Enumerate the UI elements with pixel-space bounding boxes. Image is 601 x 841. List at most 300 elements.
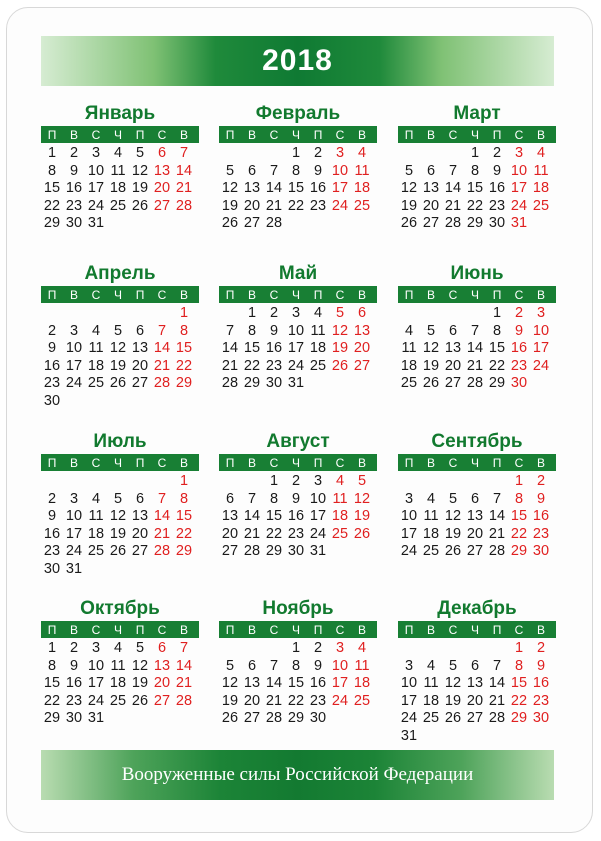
day-cell: 4: [113, 640, 123, 656]
day-cell: 24: [65, 375, 83, 392]
day-cell: 15: [466, 180, 484, 197]
empty-cell: [398, 640, 420, 658]
day-cell: 8: [492, 322, 502, 339]
day-cell: 9: [313, 162, 323, 179]
weekday-label: В: [426, 455, 435, 470]
day-cell: 22: [175, 525, 193, 542]
day-cell: 8: [179, 490, 189, 507]
day-cell: 11: [310, 322, 326, 339]
weekday-label: П: [135, 287, 145, 302]
year-title: 2018: [262, 44, 333, 77]
weekday-label: П: [313, 455, 323, 470]
day-cell: 21: [466, 357, 484, 374]
weekday-label: С: [91, 287, 101, 302]
day-cell: 10: [309, 490, 327, 507]
days-grid: [219, 305, 377, 393]
day-cell: 20: [466, 692, 484, 709]
weekday-label: П: [47, 287, 57, 302]
day-cell: 20: [153, 675, 171, 692]
day-cell: 6: [135, 322, 145, 339]
weekday-label: П: [404, 287, 414, 302]
day-cell: 26: [109, 543, 127, 560]
empty-cell: [263, 640, 285, 658]
day-cell: 15: [265, 508, 283, 525]
empty-cell: [241, 640, 263, 658]
day-cell: 3: [536, 305, 546, 321]
day-cell: 31: [87, 710, 105, 727]
day-cell: 18: [353, 180, 371, 197]
day-cell: 17: [65, 357, 83, 374]
day-cell: 11: [423, 675, 439, 692]
weekday-label: В: [247, 287, 256, 302]
day-cell: 5: [448, 657, 458, 674]
day-cell: 31: [287, 375, 305, 392]
day-cell: 3: [335, 640, 345, 656]
weekday-label: В: [536, 127, 545, 142]
day-cell: 17: [400, 525, 418, 542]
day-cell: 1: [179, 305, 189, 321]
day-cell: 1: [291, 145, 301, 161]
day-cell: 30: [43, 392, 61, 409]
weekday-label: С: [269, 622, 279, 637]
weekday-label: Ч: [114, 455, 122, 470]
month-title: Июнь: [450, 263, 504, 284]
day-cell: 19: [400, 197, 418, 214]
day-cell: 16: [265, 340, 283, 357]
day-cell: 19: [109, 357, 127, 374]
day-cell: 15: [287, 180, 305, 197]
day-cell: 11: [110, 162, 126, 179]
day-cell: 29: [43, 215, 61, 232]
day-cell: 28: [466, 375, 484, 392]
day-cell: 14: [265, 180, 283, 197]
day-cell: 13: [131, 340, 149, 357]
day-cell: 6: [357, 305, 367, 321]
day-cell: 9: [69, 162, 79, 179]
day-cell: 16: [43, 525, 61, 542]
day-cell: 18: [87, 525, 105, 542]
weekday-label: В: [357, 287, 366, 302]
day-cell: 25: [532, 197, 550, 214]
day-cell: 23: [65, 692, 83, 709]
day-cell: 23: [287, 525, 305, 542]
day-cell: 31: [65, 560, 83, 577]
weekday-label: В: [247, 127, 256, 142]
day-cell: 26: [422, 375, 440, 392]
weekday-label: Ч: [114, 287, 122, 302]
weekday-label: С: [514, 287, 524, 302]
weekday-label: С: [269, 127, 279, 142]
day-cell: 12: [109, 340, 127, 357]
day-cell: 6: [470, 657, 480, 674]
day-cell: 28: [221, 375, 239, 392]
day-cell: 16: [309, 675, 327, 692]
day-cell: 30: [65, 710, 83, 727]
empty-cell: [63, 473, 85, 491]
day-cell: 9: [492, 162, 502, 179]
day-cell: 22: [243, 357, 261, 374]
day-cell: 22: [510, 692, 528, 709]
day-cell: 13: [221, 508, 239, 525]
weekday-header: [219, 126, 377, 143]
day-cell: 5: [426, 322, 436, 339]
day-cell: 21: [175, 675, 193, 692]
day-cell: 4: [91, 490, 101, 507]
empty-cell: [420, 145, 442, 163]
day-cell: 3: [91, 145, 101, 161]
day-cell: 2: [536, 640, 546, 656]
weekday-label: П: [404, 622, 414, 637]
day-cell: 12: [444, 508, 462, 525]
day-cell: 24: [510, 197, 528, 214]
empty-cell: [464, 640, 486, 658]
day-cell: 19: [353, 508, 371, 525]
day-cell: 25: [422, 543, 440, 560]
day-cell: 30: [510, 375, 528, 392]
month-title: Январь: [84, 103, 156, 124]
day-cell: 7: [269, 657, 279, 674]
days-grid: [398, 473, 556, 561]
day-cell: 13: [422, 180, 440, 197]
empty-cell: [398, 145, 420, 163]
day-cell: 12: [131, 657, 149, 674]
weekday-label: Ч: [292, 622, 300, 637]
day-cell: 23: [488, 197, 506, 214]
day-cell: 25: [353, 197, 371, 214]
day-cell: 19: [331, 340, 349, 357]
day-cell: 1: [291, 640, 301, 656]
day-cell: 6: [247, 657, 257, 674]
day-cell: 10: [65, 508, 83, 525]
month-title: Май: [278, 263, 318, 284]
day-cell: 6: [225, 490, 235, 507]
day-cell: 16: [65, 180, 83, 197]
weekday-label: Ч: [114, 127, 122, 142]
empty-cell: [129, 305, 151, 323]
day-cell: 12: [353, 490, 371, 507]
days-grid: [219, 640, 377, 728]
day-cell: 7: [157, 322, 167, 339]
day-cell: 22: [488, 357, 506, 374]
day-cell: 5: [135, 145, 145, 161]
day-cell: 5: [335, 305, 345, 321]
empty-cell: [420, 473, 442, 491]
weekday-label: В: [536, 622, 545, 637]
month-title: Декабрь: [437, 598, 517, 619]
day-cell: 18: [309, 340, 327, 357]
day-cell: 6: [247, 162, 257, 179]
day-cell: 3: [291, 305, 301, 321]
weekday-label: П: [313, 287, 323, 302]
weekday-label: В: [179, 127, 188, 142]
days-grid: [398, 305, 556, 393]
day-cell: 6: [135, 490, 145, 507]
weekday-label: С: [157, 622, 167, 637]
day-cell: 2: [69, 145, 79, 161]
day-cell: 11: [533, 162, 549, 179]
day-cell: 27: [131, 375, 149, 392]
day-cell: 1: [492, 305, 502, 321]
month-block: [41, 262, 199, 411]
day-cell: 18: [87, 357, 105, 374]
day-cell: 10: [400, 675, 418, 692]
day-cell: 22: [43, 197, 61, 214]
day-cell: 7: [225, 322, 235, 339]
days-grid: [41, 305, 199, 411]
day-cell: 19: [422, 357, 440, 374]
day-cell: 27: [353, 357, 371, 374]
day-cell: 23: [532, 525, 550, 542]
day-cell: 1: [269, 473, 279, 489]
days-grid: [398, 145, 556, 233]
weekday-label: В: [357, 455, 366, 470]
empty-cell: [41, 305, 63, 323]
day-cell: 7: [448, 162, 458, 179]
day-cell: 2: [313, 145, 323, 161]
day-cell: 20: [131, 357, 149, 374]
weekday-label: С: [269, 287, 279, 302]
day-cell: 12: [221, 675, 239, 692]
empty-cell: [486, 473, 508, 491]
day-cell: 12: [221, 180, 239, 197]
day-cell: 15: [43, 180, 61, 197]
day-cell: 20: [131, 525, 149, 542]
day-cell: 10: [532, 322, 550, 339]
weekday-label: Ч: [471, 287, 479, 302]
weekday-header: [219, 621, 377, 638]
day-cell: 18: [532, 180, 550, 197]
month-block: [41, 430, 199, 579]
month-title: Сентябрь: [431, 431, 523, 452]
day-cell: 22: [510, 525, 528, 542]
day-cell: 26: [131, 197, 149, 214]
weekday-label: С: [448, 127, 458, 142]
day-cell: 30: [488, 215, 506, 232]
weekday-label: С: [335, 455, 345, 470]
day-cell: 15: [287, 675, 305, 692]
month-block: [398, 430, 556, 561]
weekday-label: П: [225, 127, 235, 142]
weekday-label: В: [426, 287, 435, 302]
weekday-label: С: [91, 127, 101, 142]
month-title: Октябрь: [80, 598, 160, 619]
weekday-label: С: [91, 622, 101, 637]
empty-cell: [420, 305, 442, 323]
day-cell: 8: [291, 162, 301, 179]
weekday-header: [219, 286, 377, 303]
day-cell: 11: [110, 657, 126, 674]
day-cell: 3: [69, 322, 79, 339]
day-cell: 23: [510, 357, 528, 374]
day-cell: 27: [221, 543, 239, 560]
weekday-label: Ч: [292, 127, 300, 142]
day-cell: 21: [265, 197, 283, 214]
day-cell: 29: [510, 710, 528, 727]
day-cell: 24: [87, 197, 105, 214]
day-cell: 2: [536, 473, 546, 489]
weekday-label: Ч: [292, 455, 300, 470]
day-cell: 18: [422, 525, 440, 542]
day-cell: 28: [243, 543, 261, 560]
weekday-label: В: [69, 127, 78, 142]
weekday-header: [398, 286, 556, 303]
day-cell: 3: [69, 490, 79, 507]
day-cell: 25: [353, 692, 371, 709]
day-cell: 4: [426, 490, 436, 507]
weekday-label: С: [514, 622, 524, 637]
empty-cell: [107, 473, 129, 491]
month-block: [398, 262, 556, 393]
day-cell: 8: [291, 657, 301, 674]
day-cell: 4: [357, 145, 367, 161]
weekday-label: П: [313, 622, 323, 637]
footer-banner: [41, 750, 554, 800]
weekday-label: Ч: [292, 287, 300, 302]
day-cell: 25: [87, 375, 105, 392]
day-cell: 6: [157, 640, 167, 656]
day-cell: 29: [175, 543, 193, 560]
day-cell: 28: [153, 543, 171, 560]
weekday-label: В: [357, 127, 366, 142]
day-cell: 19: [131, 675, 149, 692]
day-cell: 12: [131, 162, 149, 179]
day-cell: 25: [109, 197, 127, 214]
weekday-label: С: [514, 455, 524, 470]
day-cell: 20: [243, 692, 261, 709]
day-cell: 17: [532, 340, 550, 357]
day-cell: 16: [488, 180, 506, 197]
day-cell: 1: [179, 473, 189, 489]
month-title: Июль: [93, 431, 147, 452]
day-cell: 12: [444, 675, 462, 692]
day-cell: 30: [309, 710, 327, 727]
weekday-label: П: [492, 127, 502, 142]
footer-text: Вооруженные силы Российской Федерации: [121, 764, 474, 785]
weekday-label: С: [448, 622, 458, 637]
day-cell: 24: [400, 710, 418, 727]
day-cell: 26: [109, 375, 127, 392]
empty-cell: [442, 640, 464, 658]
day-cell: 9: [47, 340, 57, 357]
day-cell: 10: [65, 340, 83, 357]
day-cell: 1: [47, 640, 57, 656]
day-cell: 25: [109, 692, 127, 709]
day-cell: 27: [243, 215, 261, 232]
day-cell: 21: [265, 692, 283, 709]
day-cell: 24: [331, 692, 349, 709]
day-cell: 16: [532, 508, 550, 525]
empty-cell: [219, 640, 241, 658]
day-cell: 17: [87, 675, 105, 692]
day-cell: 13: [153, 657, 171, 674]
weekday-label: В: [357, 622, 366, 637]
day-cell: 4: [357, 640, 367, 656]
month-title: Февраль: [255, 103, 341, 124]
empty-cell: [398, 305, 420, 323]
day-cell: 23: [65, 197, 83, 214]
day-cell: 29: [43, 710, 61, 727]
day-cell: 4: [404, 322, 414, 339]
weekday-label: П: [313, 127, 323, 142]
weekday-header: [41, 454, 199, 471]
empty-cell: [442, 473, 464, 491]
day-cell: 22: [287, 197, 305, 214]
day-cell: 2: [47, 490, 57, 507]
day-cell: 12: [422, 340, 440, 357]
empty-cell: [151, 473, 173, 491]
day-cell: 11: [88, 340, 104, 357]
day-cell: 7: [492, 657, 502, 674]
day-cell: 20: [153, 180, 171, 197]
day-cell: 5: [404, 162, 414, 179]
weekday-label: П: [225, 455, 235, 470]
day-cell: 21: [153, 525, 171, 542]
day-cell: 21: [488, 525, 506, 542]
day-cell: 16: [65, 675, 83, 692]
day-cell: 26: [221, 710, 239, 727]
day-cell: 18: [422, 692, 440, 709]
day-cell: 15: [488, 340, 506, 357]
empty-cell: [41, 473, 63, 491]
day-cell: 2: [514, 305, 524, 321]
month-title: Апрель: [84, 263, 156, 284]
day-cell: 24: [87, 692, 105, 709]
day-cell: 10: [87, 162, 105, 179]
day-cell: 23: [43, 375, 61, 392]
day-cell: 19: [131, 180, 149, 197]
day-cell: 8: [269, 490, 279, 507]
empty-cell: [219, 145, 241, 163]
day-cell: 30: [532, 710, 550, 727]
day-cell: 1: [470, 145, 480, 161]
day-cell: 25: [422, 710, 440, 727]
day-cell: 27: [466, 710, 484, 727]
day-cell: 15: [175, 340, 193, 357]
weekday-label: Ч: [471, 127, 479, 142]
day-cell: 27: [422, 215, 440, 232]
weekday-label: В: [426, 127, 435, 142]
day-cell: 29: [510, 543, 528, 560]
day-cell: 5: [113, 490, 123, 507]
day-cell: 11: [332, 490, 348, 507]
day-cell: 17: [87, 180, 105, 197]
day-cell: 29: [287, 710, 305, 727]
day-cell: 22: [265, 525, 283, 542]
day-cell: 17: [400, 692, 418, 709]
day-cell: 21: [243, 525, 261, 542]
empty-cell: [464, 305, 486, 323]
month-block: [398, 102, 556, 233]
day-cell: 22: [43, 692, 61, 709]
month-block: [41, 597, 199, 728]
day-cell: 17: [510, 180, 528, 197]
empty-cell: [85, 305, 107, 323]
day-cell: 26: [331, 357, 349, 374]
empty-cell: [420, 640, 442, 658]
weekday-label: С: [91, 455, 101, 470]
day-cell: 25: [331, 525, 349, 542]
day-cell: 25: [87, 543, 105, 560]
day-cell: 28: [488, 543, 506, 560]
empty-cell: [442, 305, 464, 323]
day-cell: 9: [313, 657, 323, 674]
days-grid: [398, 640, 556, 746]
day-cell: 31: [309, 543, 327, 560]
day-cell: 23: [532, 692, 550, 709]
day-cell: 13: [353, 322, 371, 339]
weekday-label: С: [448, 287, 458, 302]
weekday-label: П: [225, 287, 235, 302]
